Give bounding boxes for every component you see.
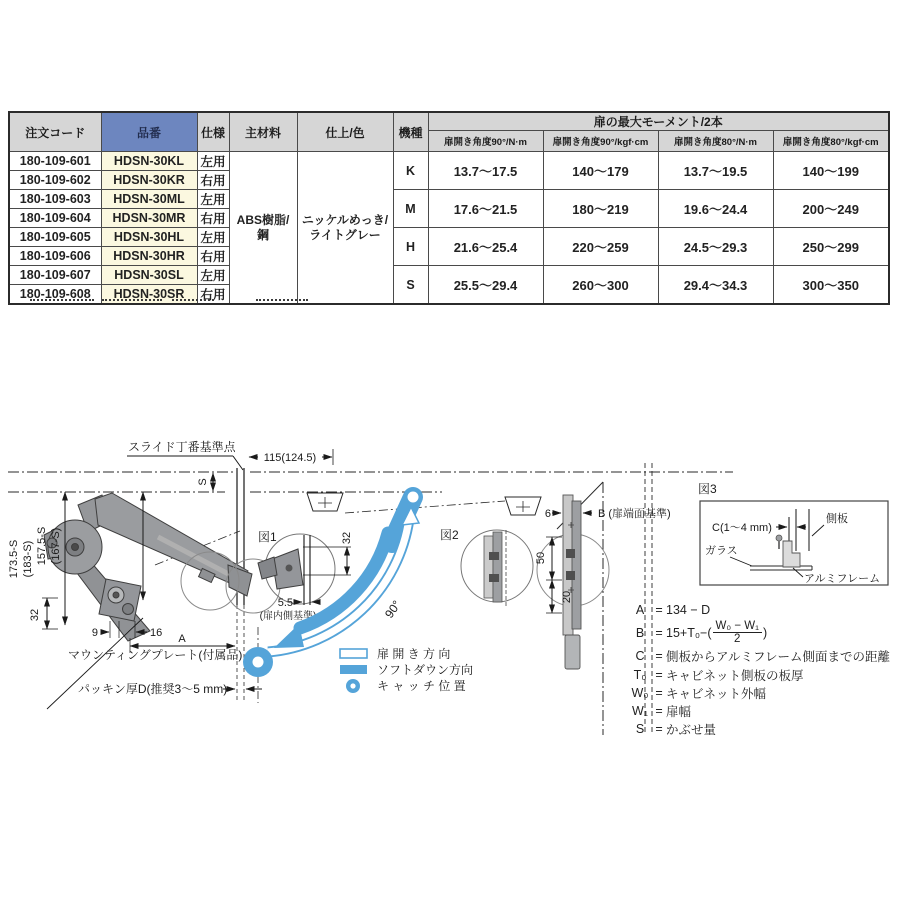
part-no: HDSN-30SL [101,266,197,285]
formula-lhs: C [635,649,645,663]
order-code: 180-109-602 [9,171,101,190]
label-fig1-55: 5.5 [277,597,293,609]
moment-value: 200～249 [773,190,889,228]
moment-value: 140～199 [773,152,889,190]
formula-w0 [628,684,890,702]
formula-c [628,646,890,666]
fig1-detail [258,531,353,605]
formula-rhs: 134 − D [666,603,711,617]
label-fig2: 図2 [440,528,459,542]
label-fig2-6: 6 [544,508,551,520]
moment-value: 220～259 [543,228,658,266]
formula-lhs: T₀ [633,668,647,682]
label-fig1: 図1 [258,530,277,544]
fraction-denominator: 2 [734,633,741,645]
fig2-view [461,463,652,735]
label-fig3: 図3 [698,482,717,496]
part-no: HDSN-30KR [101,171,197,190]
table-row [9,152,889,171]
label-fig3-c: C(1～4 mm) [712,522,772,534]
part-no: HDSN-30MR [101,209,197,228]
moment-value: 17.6～21.5 [428,190,543,228]
equals-sign: = [655,603,663,617]
spec: 左用 [197,228,229,247]
order-code: 180-109-601 [9,152,101,171]
equals-sign: = [655,686,663,700]
header-moment-group: 扉の最大モーメント/2本 [428,112,889,131]
fraction [713,620,762,645]
moment-value: 25.5～29.4 [428,266,543,305]
table-cut-mark [30,296,94,301]
order-code: 180-109-607 [9,266,101,285]
formula-lhs: S [635,722,645,736]
spec: 右用 [197,171,229,190]
formula-rhs: かぶせ量 [666,723,717,737]
header-finish: 仕上/色 [297,112,393,152]
label-fig2-b: B (扉端面基準) [598,508,671,520]
label-dim-157: 157.5-S [36,526,48,566]
label-dim-32: 32 [29,608,41,622]
legend-softdown-swatch [340,665,367,674]
moment-value: 300～350 [773,266,889,305]
spec: 左用 [197,152,229,171]
moment-value: 13.7～17.5 [428,152,543,190]
table-cut-mark [102,296,162,301]
formula-a [628,601,890,619]
moment-value: 29.4～34.3 [658,266,773,305]
label-fig2-50: 50 [535,551,547,565]
legend-open-label: 扉 開 き 方 向 [377,647,451,661]
order-code: 180-109-605 [9,228,101,247]
formula-w1 [628,702,890,720]
table-row [9,228,889,247]
spec: 右用 [197,209,229,228]
part-no: HDSN-30ML [101,190,197,209]
order-code: 180-109-608 [9,285,101,305]
moment-value: 13.7～19.5 [658,152,773,190]
label-dim-173: 173.5-S [8,539,20,579]
legend-open-swatch [340,649,367,658]
formula-rhs: 扉幅 [666,705,692,719]
label-packing: パッキン厚D(推奨3～5 mm) [78,682,228,696]
label-dim-9: 9 [91,627,98,639]
label-mounting-plate: マウンティングプレート(付属品) [68,648,243,662]
moment-value: 260～300 [543,266,658,305]
moment-value: 250～299 [773,228,889,266]
equals-sign: = [655,649,663,663]
legend [340,646,473,693]
spec: 左用 [197,190,229,209]
formula-block [628,601,890,738]
moment-value: 180～219 [543,190,658,228]
spec: 左用 [197,266,229,285]
model-cell: S [393,266,428,305]
moment-value: 140～179 [543,152,658,190]
order-code: 180-109-604 [9,209,101,228]
moment-value: 21.6～25.4 [428,228,543,266]
equals-sign: = [655,668,663,682]
formula-rhs: 側板からアルミフレーム側面までの距離 [666,650,891,664]
installation-diagram [0,435,900,765]
label-fig2-20: 20 [561,590,573,604]
label-dim-183: (183-S) [22,540,34,578]
label-dim-16: 16 [150,627,163,639]
spec: 右用 [197,247,229,266]
spec-table [8,111,890,305]
label-dim-115: 115(124.5) [263,452,317,464]
formula-rhs: ) [762,625,768,640]
model-cell: H [393,228,428,266]
header-spec: 仕様 [197,112,229,152]
formula-rhs: キャビネット側板の板厚 [666,669,804,683]
spec: 右用 [197,285,229,305]
model-cell: M [393,190,428,228]
table-row [9,266,889,285]
soft-down-arrowhead [274,624,304,648]
table-row [9,190,889,209]
label-dim-167: (167-S) [50,527,62,565]
equals-sign: = [655,625,663,640]
formula-lhs: B [635,625,645,640]
moment-value: 19.6～24.4 [658,190,773,228]
formula-rhs: 15+T₀−( [666,625,712,640]
formula-s [628,720,890,738]
finish-cell: ニッケルめっき/ ライトグレー [297,152,393,305]
label-dim-a: A [178,633,186,645]
moment-value: 24.5～29.3 [658,228,773,266]
header-moment-90kgf: 扉開き角度90°/kgf·cm [543,131,658,152]
part-no: HDSN-30KL [101,152,197,171]
label-fig3-side-panel: 側板 [826,513,848,525]
part-no: HDSN-30SR [101,285,197,305]
label-fig1-ref: (扉内側基準) [259,611,317,622]
header-moment-80kgf: 扉開き角度80°/kgf·cm [773,131,889,152]
formula-t0 [628,666,890,684]
header-model: 機種 [393,112,428,152]
formula-lhs: W₁ [631,704,648,718]
legend-catch-label: キ ャ ッ チ 位 置 [377,679,466,693]
header-moment-90nm: 扉開き角度90°/N·m [428,131,543,152]
formula-rhs: キャビネット外幅 [666,687,767,701]
label-fig3-glass: ガラス [705,545,738,557]
model-cell: K [393,152,428,190]
header-part-no: 品番 [101,112,197,152]
label-dim-s: S [197,478,209,486]
order-code: 180-109-603 [9,190,101,209]
part-no: HDSN-30HL [101,228,197,247]
label-90deg: 90° [381,597,404,621]
formula-b [628,619,890,646]
label-fig1-32: 32 [341,531,353,545]
part-no: HDSN-30HR [101,247,197,266]
formula-lhs: W₀ [631,686,649,700]
header-moment-80nm: 扉開き角度80°/N·m [658,131,773,152]
order-code: 180-109-606 [9,247,101,266]
header-material: 主材料 [229,112,297,152]
equals-sign: = [655,722,663,736]
header-order-code: 注文コード [9,112,101,152]
table-cut-mark [256,296,308,301]
label-slide-hinge-ref: スライド丁番基準点 [128,440,236,454]
table-cut-mark [172,296,214,301]
material-cell: ABS樹脂/ 鋼 [229,152,297,305]
formula-lhs: A [635,603,645,617]
legend-softdown-label: ソフトダウン方向 [377,663,474,677]
fraction-numerator: W₀ − W₁ [713,620,762,633]
label-fig3-alumi-frame: アルミフレーム [804,573,881,585]
equals-sign: = [655,704,663,718]
